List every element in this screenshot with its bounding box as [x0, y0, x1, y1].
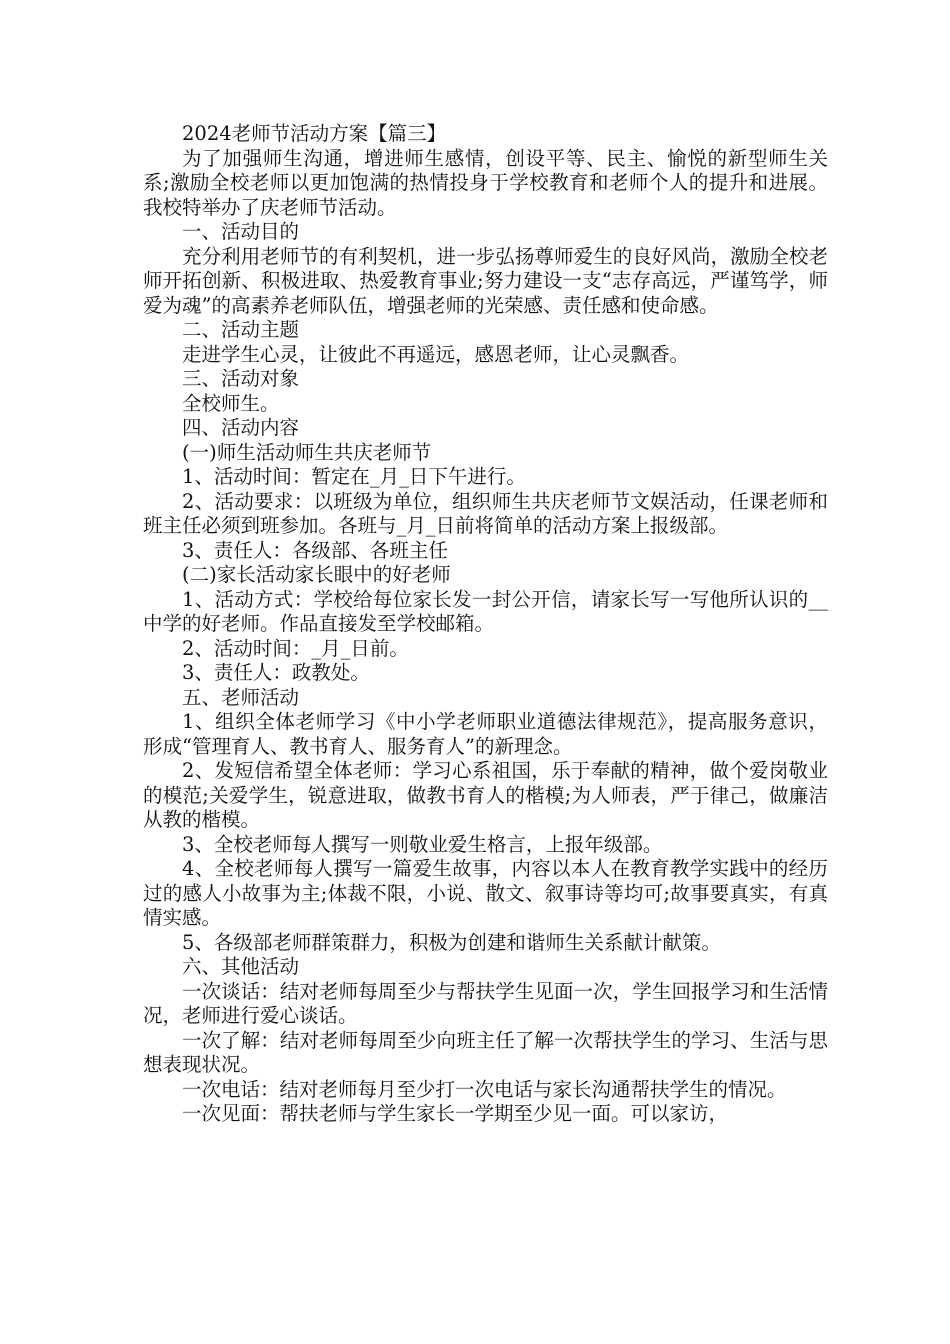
list-item: 一次了解：结对老师每周至少向班主任了解一次帮扶学生的学习、生活与思想表现状况。: [143, 1028, 828, 1076]
list-item: 3、责任人：各级部、各班主任: [182, 538, 448, 562]
subsection-heading-1: (一)师生活动师生共庆老师节: [182, 440, 432, 464]
section-heading-purpose: 一、活动目的: [182, 220, 300, 243]
section-heading-content: 四、活动内容: [182, 416, 300, 439]
list-item: 2、发短信希望全体老师：学习心系祖国，乐于奉献的精神，做个爱岗敬业的模范;关爱学生，锐意进取，做教书育人的楷模;为人师表，严于律己，做廉洁从教的楷模。: [143, 759, 828, 831]
document-title: 2024老师节活动方案【篇三】: [182, 122, 447, 145]
list-item: 一次见面：帮扶老师与学生家长一学期至少见一面。可以家访，: [182, 1102, 729, 1125]
list-item: 3、全校老师每人撰写一则敬业爱生格言，上报年级部。: [182, 832, 663, 856]
list-item: 2、活动时间：_月_日前。: [182, 636, 409, 660]
list-item: 3、责任人：政教处。: [182, 661, 370, 684]
section-heading-theme: 二、活动主题: [182, 318, 300, 341]
subsection-heading-2: (二)家长活动家长眼中的好老师: [182, 563, 451, 586]
section-heading-teacher-activities: 五、老师活动: [182, 685, 300, 709]
list-item: 1、活动方式：学校给每位家长发一封公开信，请家长写一写他所认识的__中学的好老师。作品直接发至学校邮箱。: [143, 587, 828, 635]
list-item: 2、活动要求：以班级为单位，组织师生共庆老师节文娱活动，任课老师和班主任必须到班参加。各班与_月_日前将简单的活动方案上报级部。: [143, 489, 828, 537]
list-item: 1、组织全体老师学习《中小学老师职业道德法律规范》，提高服务意识，形成“管理育人、教书育人、服务育人”的新理念。: [143, 710, 828, 758]
section-heading-audience: 三、活动对象: [182, 367, 300, 390]
section-heading-other-activities: 六、其他活动: [182, 955, 300, 978]
list-item: 一次电话：结对老师每月至少打一次电话与家长沟通帮扶学生的情况。: [182, 1077, 787, 1101]
intro-paragraph: 为了加强师生沟通，增进师生感情，创设平等、民主、愉悦的新型师生关系;激励全校老师以更加饱满的热情投身于学校教育和老师个人的提升和进展。我校特举办了庆老师节活动。: [143, 146, 828, 219]
list-item: 4、全校老师每人撰写一篇爱生故事，内容以本人在教育教学实践中的经历过的感人小故事为主;体裁不限，小说、散文、叙事诗等均可;故事要真实，有真情实感。: [143, 857, 828, 929]
purpose-paragraph: 充分利用老师节的有利契机，进一步弘扬尊师爱生的良好风尚，激励全校老师开拓创新、积极进取、热爱教育事业;努力建设一支“志存高远，严谨笃学，师爱为魂”的高素养老师队伍，增强老师的光荣感、责任感和使命感。: [143, 244, 828, 317]
list-item: 1、活动时间：暂定在_月_日下午进行。: [182, 465, 526, 488]
theme-paragraph: 走进学生心灵，让彼此不再遥远，感恩老师，让心灵飘香。: [182, 342, 690, 366]
list-item: 一次谈话：结对老师每周至少与帮扶学生见面一次，学生回报学习和生活情况，老师进行爱心谈话。: [143, 979, 828, 1027]
list-item: 5、各级部老师群策群力，积极为创建和谐师生关系献计献策。: [182, 930, 721, 954]
document-page: [143, 122, 828, 1127]
audience-paragraph: 全校师生。: [182, 391, 280, 415]
